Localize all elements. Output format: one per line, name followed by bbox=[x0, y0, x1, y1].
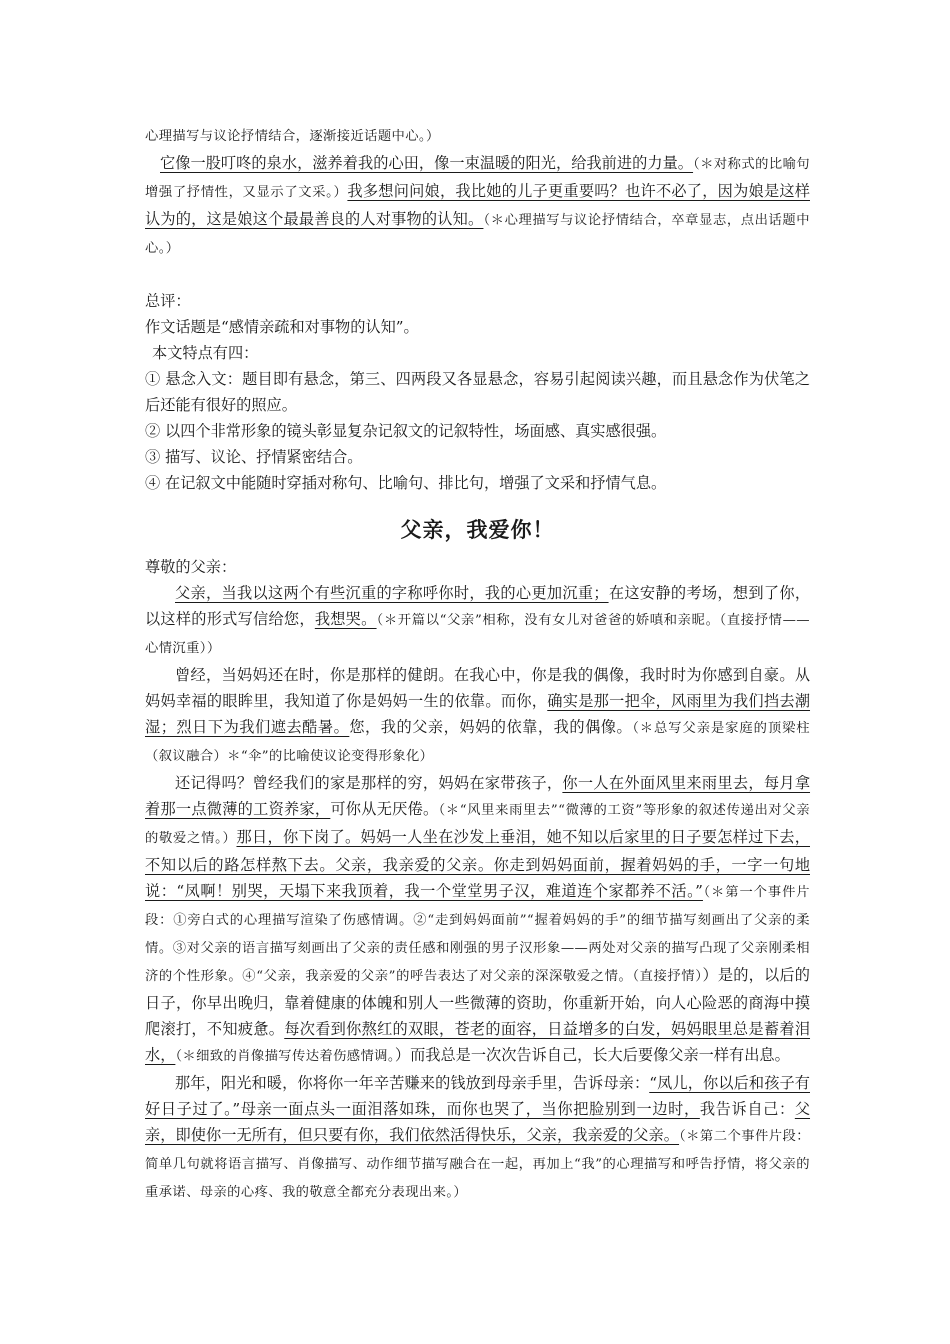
body-text: 还记得吗？曾经我们的家是那样的穷，妈妈在家带孩子， bbox=[175, 774, 563, 792]
underlined-sentence: 确实是那一把伞，风雨里为我们挡去潮湿；烈日下为我们遮去酷暑。 bbox=[145, 692, 811, 736]
essay-greeting: 尊敬的父亲： bbox=[145, 558, 237, 576]
summary-item: ③ 描写、议论、抒情紧密结合。 bbox=[145, 448, 363, 466]
essay-paragraph-1 bbox=[145, 580, 810, 662]
summary-item: ① 悬念入文：题目即有悬念，第三、四两段又各显悬念，容易引起阅读兴趣，而且悬念作为伏笔之后还能有很好的照应。 bbox=[145, 370, 810, 414]
annotation: （＊对称式的比喻句增强了抒情性，又显示了文采。） bbox=[145, 157, 811, 200]
underlined-sentence: 那日，你下岗了。妈妈一人坐在沙发上垂泪，她不知以后家里的日子要怎样过下去，不知以后的路怎样熬下去。父亲，我亲爱的父亲。你走到妈妈面前，握着妈妈的手，一字一句地说：“凤啊！别哭，天塌下来我顶着，我一个堂堂男子汉，难道连个家都养不活。” bbox=[145, 828, 810, 900]
body-text: 曾经，当妈妈还在时，你是那样的健朗。在我心中，你是我的偶像，我时时为你感到自豪。从妈妈幸福的眼眸里，我知道了你是妈妈一生的依靠。而你， bbox=[145, 666, 810, 710]
annotation: （＊第一个事件片段：①旁白式的心理描写渲染了伤感情调。②“走到妈妈面前”“握着妈妈的手”的细节描写刻画出了父亲的柔情。③对父亲的语言描写刻画出了父亲的责任感和刚强的男子汉形象——两处对父亲的描写凸现了父亲刚柔相济的个性形象。④“父亲，我亲爱的父亲”的呼告表达了对父亲的深深敬爱之情。（直接抒情） bbox=[145, 885, 810, 984]
body-text: 在这安静的考场，想到了你，以这样的形式写信给您， bbox=[145, 584, 811, 628]
body-text: ）是的，以后的日子，你早出晚归，靠着健康的体魄和别人一些微薄的资助，你重新开始，向人心险恶的商海中摸爬滚打，不知疲惫。 bbox=[145, 966, 810, 1038]
annotation: （＊开篇以“父亲”相称，没有女儿对爸爸的娇嗔和亲昵。（直接抒情——心情沉重）） bbox=[145, 613, 810, 656]
essay-paragraph-2 bbox=[145, 662, 810, 770]
summary-item: ④ 在记叙文中能随时穿插对称句、比喻句、排比句，增强了文采和抒情气息。 bbox=[145, 474, 667, 492]
essay-title: 父亲，我爱你！ bbox=[400, 517, 555, 542]
annotation: （＊总写父亲是家庭的顶梁柱（叙议融合）＊“伞”的比喻使议论变得形象化） bbox=[145, 721, 810, 764]
annotation: （＊“风里来雨里去”“微薄的工资”等形象的叙述传递出对父亲的敬爱之情。） bbox=[145, 803, 811, 846]
annotation: 心理描写与议论抒情结合，逐渐接近话题中心。） bbox=[145, 129, 440, 144]
underlined-sentence: 父亲，当我以这两个有些沉重的字称呼你时，我的心更加沉重； bbox=[175, 584, 609, 602]
summary-topic: 作文话题是“感情亲疏和对事物的认知”。 bbox=[145, 318, 419, 336]
annotation: （＊第二个事件片段：简单几句就将语言描写、肖像描写、动作细节描写融合在一起，再加上“我”的心理描写和呼告抒情，将父亲的重承诺、母亲的心疼、我的敬意全都充分表现出来。） bbox=[145, 1129, 811, 1200]
summary-item: ② 以四个非常形象的镜头彰显复杂记叙文的记叙特性，场面感、真实感很强。 bbox=[145, 422, 667, 440]
document-page bbox=[145, 122, 810, 1206]
underlined-sentence: 我多想问问娘，我比她的儿子更重要吗？也许不必了，因为娘是这样认为的，这是娘这个最最善良的人对事物的认知。 bbox=[145, 182, 810, 228]
annotation: （＊心理描写与议论抒情结合，卒章显志，点出话题中心。） bbox=[145, 213, 811, 256]
summary-section bbox=[145, 288, 810, 496]
essay-paragraph-3 bbox=[145, 770, 810, 1070]
closing-paragraph bbox=[145, 150, 810, 262]
underlined-sentence: “凤儿，你以后和孩子有好日子过了。”母亲一面点头一面泪落如珠，而你也哭了，当你把脸别到一边时， bbox=[145, 1074, 810, 1118]
body-text: 您，我的父亲，妈妈的依靠，我的偶像。 bbox=[349, 718, 633, 736]
body-text: 那年，阳光和暖，你将你一年辛苦赚来的钱放到母亲手里，告诉母亲： bbox=[175, 1074, 650, 1092]
body-text: 我告诉自己： bbox=[699, 1100, 795, 1118]
underlined-sentence: 你一人在外面风里来雨里去，每月拿着那一点微薄的工资养家， bbox=[145, 774, 811, 818]
summary-heading: 总评： bbox=[145, 292, 191, 310]
underlined-sentence: 我想哭。 bbox=[314, 610, 377, 628]
continued-note-paragraph bbox=[145, 122, 810, 150]
body-text: ）而我总是一次次告诉自己，长大后要像父亲一样有出息。 bbox=[394, 1046, 790, 1064]
underlined-sentence: 它像一股叮咚的泉水，滋养着我的心田，像一束温暖的阳光，给我前进的力量。 bbox=[160, 154, 694, 172]
underlined-sentence: 每次看到你熬红的双眼，苍老的面容，日益增多的白发，妈妈眼里总是蓄着泪水， bbox=[145, 1020, 811, 1064]
underlined-sentence: 父亲，即使你一无所有，但只要有你，我们依然活得快乐，父亲，我亲爱的父亲。 bbox=[145, 1100, 811, 1144]
spacer bbox=[145, 262, 810, 288]
body-text: 可你从无厌倦。 bbox=[330, 800, 439, 818]
essay-paragraph-4 bbox=[145, 1070, 810, 1206]
annotation: （＊细致的肖像描写传达着伤感情调。 bbox=[175, 1049, 395, 1064]
summary-features-intro: 本文特点有四： bbox=[152, 344, 259, 362]
